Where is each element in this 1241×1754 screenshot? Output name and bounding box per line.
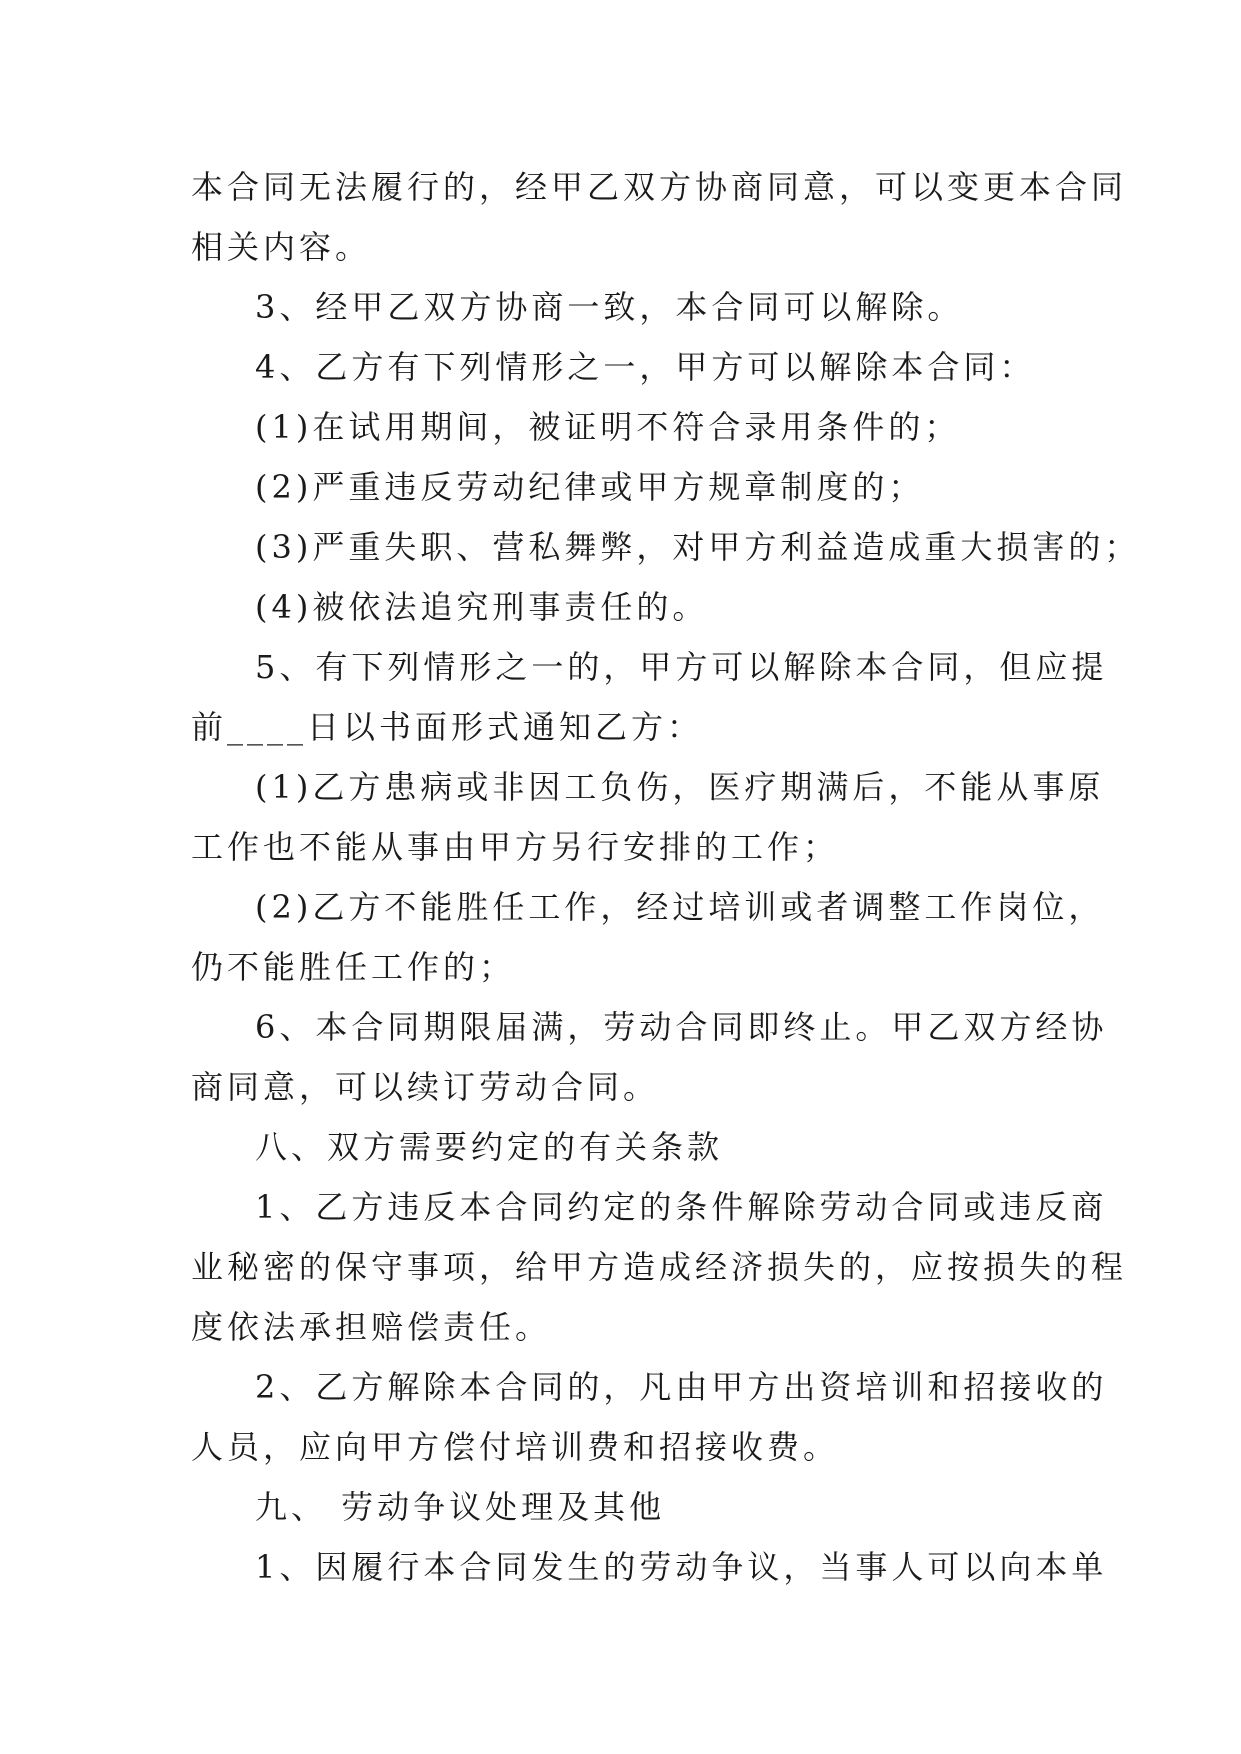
clause-4-item-2: (2)严重违反劳动纪律或甲方规章制度的； — [255, 468, 925, 506]
clause-4: 4、乙方有下列情形之一，甲方可以解除本合同： — [255, 348, 1036, 386]
section-9-clause-1: 1、因履行本合同发生的劳动争议，当事人可以向本单 — [255, 1548, 1108, 1586]
clause-4-item-4: (4)被依法追究刑事责任的。 — [255, 588, 709, 626]
document-body — [191, 157, 1141, 1597]
section-heading-8: 八、双方需要约定的有关条款 — [255, 1128, 724, 1166]
clause-5-item-1: (1)乙方患病或非因工负伤，医疗期满后，不能从事原 — [255, 768, 1105, 806]
section-heading-9: 九、 劳动争议处理及其他 — [255, 1488, 666, 1526]
clause-4-item-3: (3)严重失职、营私舞弊，对甲方利益造成重大损害的； — [255, 528, 1141, 566]
text-line: 工作也不能从事由甲方另行安排的工作； — [191, 828, 840, 866]
clause-4-item-1: (1)在试用期间，被证明不符合录用条件的； — [255, 408, 961, 446]
text-line: 前____日以书面形式通知乙方： — [191, 708, 704, 746]
clause-5-item-2: (2)乙方不能胜任工作，经过培训或者调整工作岗位， — [255, 888, 1105, 926]
clause-3: 3、经甲乙双方协商一致，本合同可以解除。 — [255, 288, 964, 326]
text-line: 度依法承担赔偿责任。 — [191, 1308, 552, 1346]
text-line: 人员，应向甲方偿付培训费和招接收费。 — [191, 1428, 840, 1466]
text-line: 本合同无法履行的，经甲乙双方协商同意，可以变更本合同 — [191, 168, 1128, 206]
clause-5: 5、有下列情形之一的，甲方可以解除本合同，但应提 — [255, 648, 1108, 686]
section-8-clause-1: 1、乙方违反本合同约定的条件解除劳动合同或违反商 — [255, 1188, 1108, 1226]
clause-6: 6、本合同期限届满，劳动合同即终止。甲乙双方经协 — [255, 1008, 1108, 1046]
text-line: 仍不能胜任工作的； — [191, 948, 516, 986]
section-8-clause-2: 2、乙方解除本合同的，凡由甲方出资培训和招接收的 — [255, 1368, 1108, 1406]
text-line: 相关内容。 — [191, 228, 372, 266]
text-line: 商同意，可以续订劳动合同。 — [191, 1068, 660, 1106]
text-line: 业秘密的保守事项，给甲方造成经济损失的，应按损失的程 — [191, 1248, 1128, 1286]
